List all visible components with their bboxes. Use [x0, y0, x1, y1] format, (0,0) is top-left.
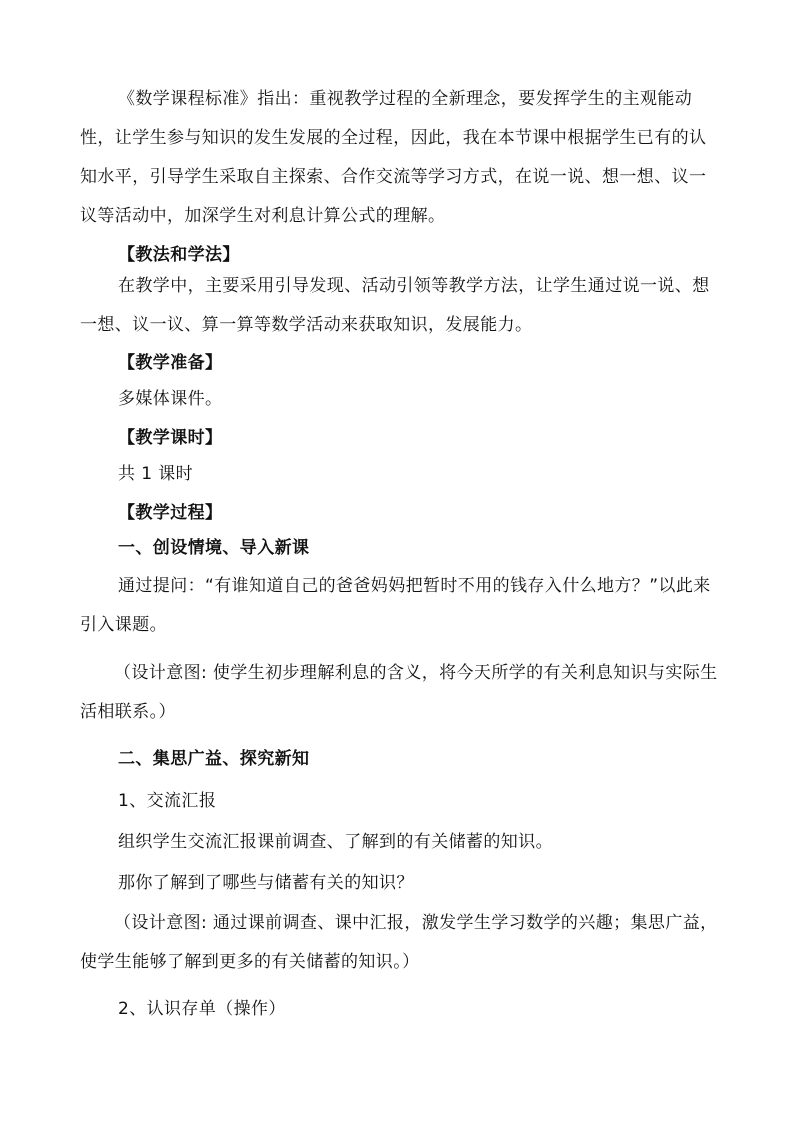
- heading-class-hours: 【教学课时】: [118, 428, 223, 448]
- item-deposit-slip: 2、认识存单（操作）: [118, 999, 286, 1019]
- question-paragraph: 那你了解到了哪些与储蓄有关的知识？: [118, 873, 414, 893]
- item-exchange-report: 1、交流汇报: [118, 791, 217, 811]
- section-one-paragraph: 通过提问：“有谁知道自己的爸爸妈妈把暂时不用的钱存入什么地方？”以此来引入课题。: [80, 576, 711, 635]
- section-one-title: 一、创设情境、导入新课: [118, 538, 310, 558]
- heading-teaching-method: 【教法和学法】: [118, 245, 240, 265]
- heading-teaching-process: 【教学过程】: [118, 503, 223, 523]
- preparation-text: 多媒体课件。: [118, 389, 223, 409]
- heading-preparation: 【教学准备】: [118, 353, 223, 373]
- intro-paragraph: 《数学课程标准》指出：重视教学过程的全新理念，要发挥学生的主观能动性，让学生参与知识的发生发展的全过程，因此，我在本节课中根据学生已有的认知水平，引导学生采取自主探索、合作交流等学习方式，在说一说、想一想、议一议等活动中，加深学生对利息计算公式的理解。: [80, 89, 707, 226]
- design-intent-note-2: （设计意图: 通过课前调查、课中汇报，激发学生学习数学的兴趣；集思广益，使学生能够了解到更多的有关储蓄的知识。）: [80, 913, 718, 972]
- exchange-report-paragraph: 组织学生交流汇报课前调查、了解到的有关储蓄的知识。: [118, 832, 553, 852]
- teaching-method-paragraph: 在教学中，主要采用引导发现、活动引领等教学方法，让学生通过说一说、想一想、议一议、算一算等数学活动来获取知识，发展能力。: [80, 276, 710, 335]
- design-intent-note-1: （设计意图: 使学生初步理解利息的含义，将今天所学的有关利息知识与实际生活相联系。）: [80, 663, 718, 722]
- class-hours-text: 共 1 课时: [118, 464, 194, 484]
- section-two-title: 二、集思广益、探究新知: [118, 749, 310, 769]
